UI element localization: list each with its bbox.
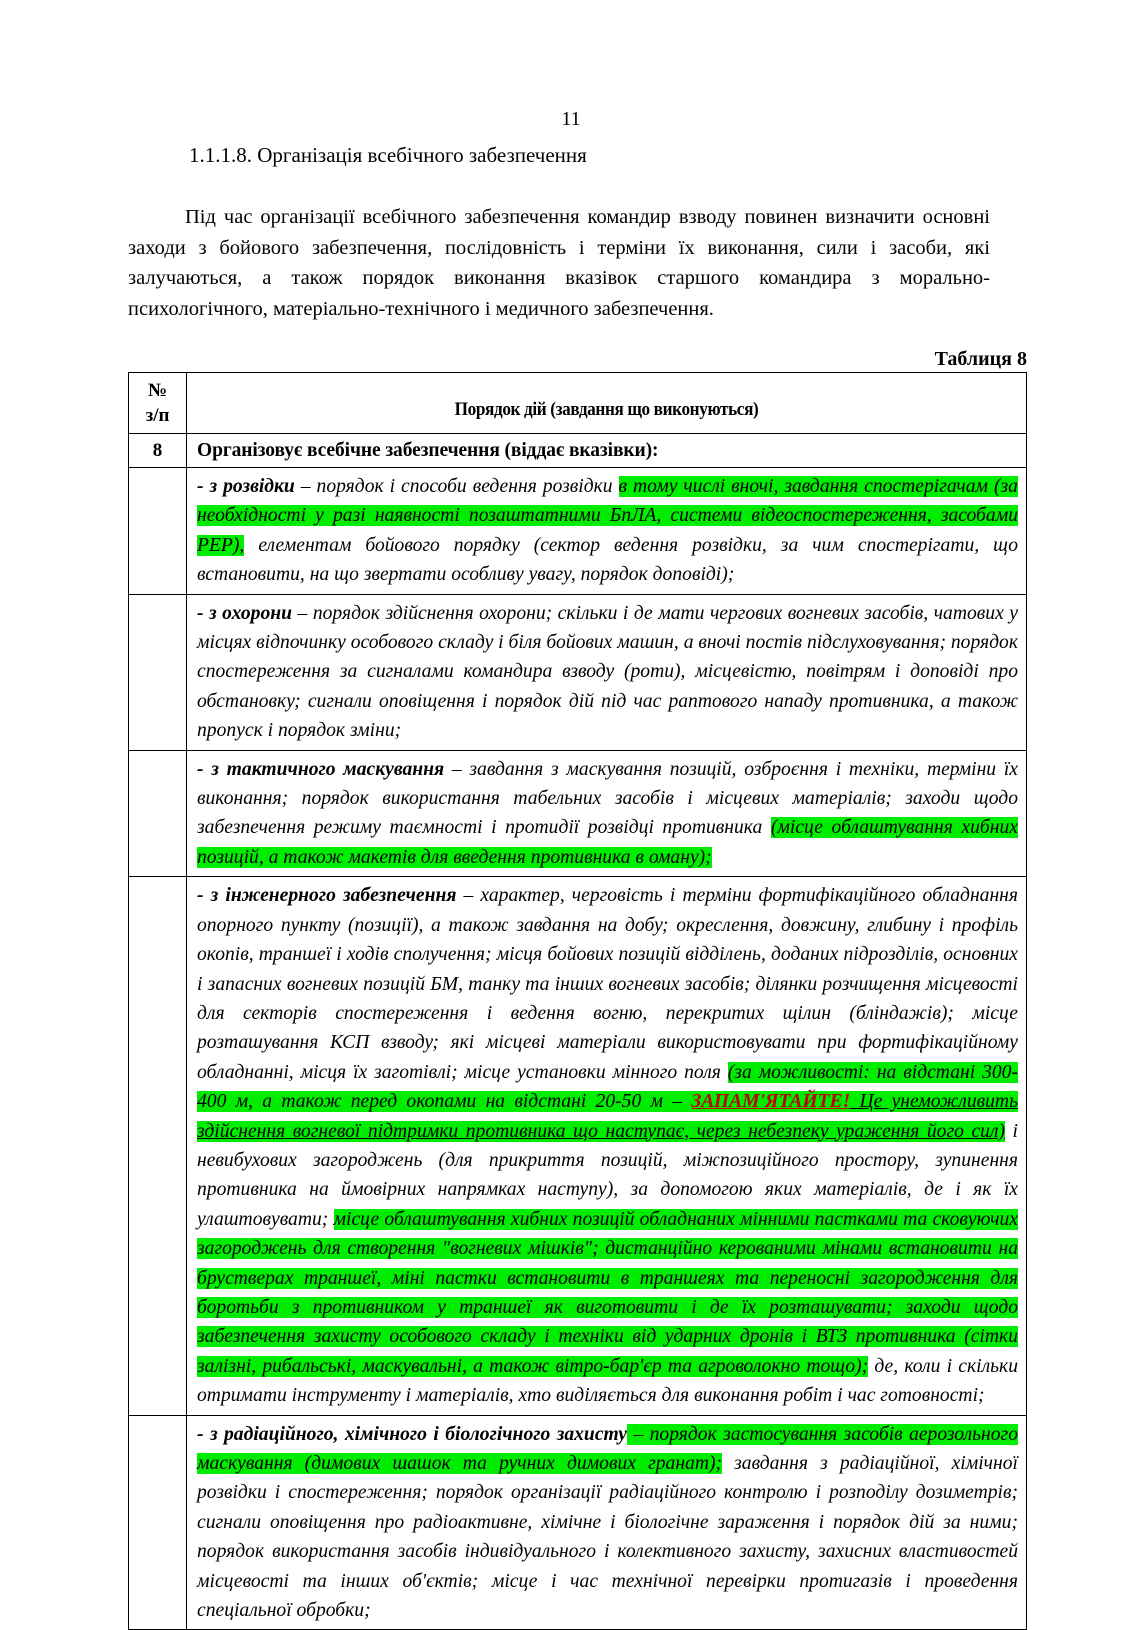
intro-paragraph: Під час організації всебічного забезпечення командир взводу повинен визначити основні заходи з бойового забезпечення, послідовність і терміни їх виконання, сили і засоби, які залучаються, а також порядок виконання вказівок старшого командира з морально-психологічного, матеріально-технічного і медичного забезпечення. <box>128 206 990 320</box>
item-cell-inzhenerne-zabezpechennia <box>187 877 1027 1415</box>
item-segment: (за можливості: на відстані 300-400 м, а також перед окопами на відстані 20-50 м – <box>197 1061 1018 1113</box>
item-segment: в тому числі вночі, завдання спостерігачам <box>618 476 995 497</box>
item-segment: – порядок застосування засобів аерозольного маскування (димових шашок та ручних димових гранат); <box>197 1423 1019 1474</box>
section-heading: 1.1.1.8. Організація всебічного забезпечення <box>189 143 587 167</box>
item-cell-ohorona <box>187 594 1027 750</box>
table-row <box>129 1415 1027 1630</box>
header-task-label: Порядок дій (завдання що виконуються) <box>454 400 759 420</box>
item-text-ohorona <box>187 595 1026 750</box>
item-segment: завдання з радіаційної, хімічної розвідки і спостереження; порядок організації радіаційного контролю і розподілу дозиметрів; сигнали оповіщення про радіоактивне, хімічне і біологічне зараження і порядок дій за ними; порядок використання засобів індивідуального і колективного захисту, захисних властивостей місцевості та інших об'єктів; місце і час технічної перевірки протигазів і проведення спеціальної обробки; <box>197 1453 1018 1622</box>
item-text-taktychne-maskuvannia <box>187 751 1026 877</box>
row-number-cell <box>129 434 187 468</box>
item-cell-taktychne-maskuvannia <box>187 750 1027 877</box>
table-row <box>129 594 1027 750</box>
item-text-rhbz <box>187 1416 1026 1630</box>
row-number-cell-empty <box>129 877 187 1415</box>
item-segment: – порядок здійснення охорони; скільки і де мати чергових вогневих засобів, чатових у місцях відпочинку особового складу і біля бойових машин, а вночі постів підслуховування; порядок спостереження за сигналами командира взводу (роти), місцевістю, повітрям і доповіді про обстановку; сигнали оповіщення і порядок дій під час раптового нападу противника, а також пропуск і порядок зміни; <box>197 602 1018 742</box>
table-row <box>129 750 1027 877</box>
item-segment: елементам бойового порядку (сектор ведення розвідки, за чим спостерігати, що встановити, на що звертати особливу увагу, порядок доповіді); <box>197 534 1018 586</box>
item-segment: Це унеможливить здійснення вогневої підтримки противника що наступає, через небезпеку ураження його сил) <box>197 1091 1018 1142</box>
row-number-cell-empty <box>129 594 187 750</box>
table-caption: Таблиця 8 <box>934 348 1027 370</box>
item-lead: - з охорони <box>197 602 293 624</box>
row-number-cell-empty <box>129 1415 187 1630</box>
item-segment: (місце облаштування хибних позицій, а також макетів для введення противника в оману); <box>197 817 1018 868</box>
row-number-cell-empty <box>129 750 187 877</box>
item-text-rozvidka <box>187 468 1026 594</box>
item-text-inzhenerne-zabezpechennia <box>187 877 1026 1414</box>
item-segment: ЗАПАМ'ЯТАЙТЕ! <box>691 1091 851 1113</box>
header-number-line1: № <box>147 380 168 401</box>
row-title-cell <box>187 434 1027 468</box>
item-segment: – порядок і способи ведення розвідки <box>294 476 619 497</box>
row-number-cell-empty <box>129 468 187 595</box>
item-cell-rozvidka <box>187 468 1027 595</box>
item-segment: – завдання з маскування позицій, озброєння і техніки, терміни їх виконання; порядок використання табельних засобів і місцевих матеріалів; заходи щодо забезпечення режиму таємності і протидії розвідці противника <box>197 758 1018 839</box>
item-segment: де, коли і скільки отримати інструменту і матеріалів, хто виділяється для виконання робіт і час готовності; <box>197 1355 1018 1407</box>
item-lead: - з інженерного забезпечення <box>197 885 457 907</box>
header-cell-task <box>187 373 1027 434</box>
actions-table <box>128 372 1027 1630</box>
table-row-main <box>129 434 1027 468</box>
header-cell-number <box>129 373 187 434</box>
item-segment: (за необхідності у разі наявності позаштатними БпЛА, системи відеоспостереження, засобами РЕР), <box>197 476 1018 556</box>
header-number-line2: з/п <box>145 405 170 426</box>
item-segment: місце облаштування хибних позицій обладнаних мінними пастками та сковуючих загороджень для створення "вогневих мішків"; дистанційно керованими мінами встановити на брустверах траншеї, міні пастки встановити в траншеях та переносні загородження для боротьби з противником у траншеї як виготовити і де їх розташувати; заходи щодо забезпечення захисту особового складу і техніки від ударних дронів і ВТЗ противника (сітки залізні, рибальські, маскувальні, а також вітро-бар'єр та агроволокно тощо); <box>197 1208 1018 1377</box>
item-lead: - з розвідки <box>197 476 295 497</box>
item-segment: – характер, черговість і терміни фортифікаційного обладнання опорного пункту (позиції), а також завдання на добу; окреслення, довжину, глибину і профіль окопів, траншеї і ходів сполучення; місця бойових позицій відділень, доданих підрозділів, основних і запасних вогневих позицій БМ, танку та інших вогневих засобів; ділянки розчищення місцевості для секторів спостереження і ведення вогню, перекритих щілин (бліндажів); місце розташування КСП взводу; які місцеві матеріали використовувати при фортифікаційному обладнанні, місця їх заготівлі; місце установки мінного поля <box>197 885 1019 1083</box>
page-number: 11 <box>561 108 581 130</box>
table-row <box>129 877 1027 1415</box>
item-lead: - з тактичного маскування <box>197 758 445 780</box>
table-row <box>129 468 1027 595</box>
row-title-text: Організовує всебічне забезпечення (віддає вказівки): <box>197 440 659 461</box>
item-cell-rhbz <box>187 1415 1027 1630</box>
item-lead: - з радіаційного, хімічного і біологічного захисту <box>197 1423 627 1445</box>
row-number-value: 8 <box>152 440 163 461</box>
item-segment: і невибухових загороджень (для прикриття позицій, міжпозиційного простору, зупинення противника на ймовірних напрямках наступу), за допомогою яких матеріалів, де і як їх улаштовувати; <box>197 1120 1018 1230</box>
table-header-row <box>129 373 1027 434</box>
